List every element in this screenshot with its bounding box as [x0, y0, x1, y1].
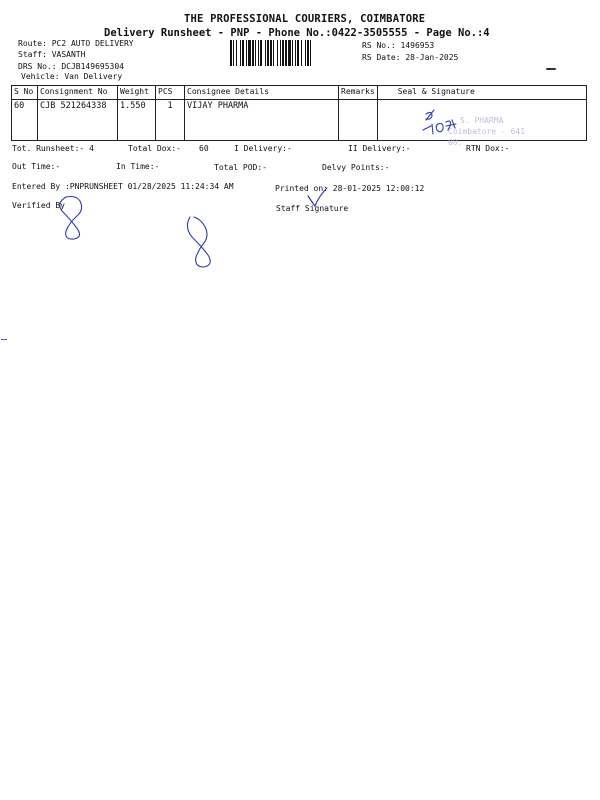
- col-header-remarks: Remarks: [339, 86, 378, 100]
- cell-consignee: VIJAY PHARMA: [185, 100, 339, 141]
- verified-by-label: Verified By: [12, 201, 65, 210]
- rs-number: RS No.: 1496953: [362, 41, 435, 50]
- entered-by: Entered By :PNPRUNSHEET 01/28/2025 11:24:34 AM: [12, 182, 234, 191]
- handwritten-receipt-mark: [420, 108, 470, 138]
- ii-delivery: II Delivery:-: [348, 144, 411, 153]
- pen-dash-mark: [546, 68, 556, 70]
- printed-on: Printed on: 28-01-2025 12:00:12: [275, 184, 425, 193]
- staff-signature-mark: [180, 213, 220, 269]
- staff-text: Staff: VASANTH: [18, 50, 86, 59]
- total-dox-label: Total Dox:-: [128, 144, 181, 153]
- col-header-sno: S No: [12, 86, 38, 100]
- stamp-line-1: S. PHARMA: [460, 116, 504, 125]
- cell-pcs: 1: [156, 100, 185, 141]
- rtn-dox: RTN Dox:-: [466, 144, 510, 153]
- tot-runsheet: Tot. Runsheet:- 4: [12, 144, 94, 153]
- rs-date: RS Date: 28-Jan-2025: [362, 53, 459, 62]
- barcode: [230, 40, 348, 66]
- stamp-line-2: Coimbatore - 641 00.: [448, 127, 526, 147]
- in-time: In Time:-: [116, 162, 160, 171]
- total-dox-value: 60: [199, 144, 209, 153]
- i-delivery: I Delivery:-: [234, 144, 292, 153]
- drs-number: DRS No.: DCJB149695304: [18, 62, 124, 71]
- staff-signature-label: Staff Signature: [276, 204, 349, 213]
- cell-remarks: [339, 100, 378, 141]
- delvy-points: Delvy Points:-: [322, 163, 390, 172]
- col-header-consignment: Consignment No: [38, 86, 118, 100]
- route-text: Route: PC2 AUTO DELIVERY: [18, 39, 134, 48]
- tick-mark: [306, 186, 330, 214]
- out-time: Out Time:-: [12, 162, 61, 171]
- pen-edge-mark: [1, 339, 7, 340]
- cell-consignment: CJB 521264338: [38, 100, 118, 141]
- col-header-pcs: PCS: [156, 86, 185, 100]
- runsheet-subtitle: Delivery Runsheet - PNP - Phone No.:0422-3505555 - Page No.:4: [104, 27, 490, 39]
- col-header-consignee: Consignee Details: [185, 86, 339, 100]
- col-header-seal: Seal & Signature: [377, 86, 586, 100]
- company-title: THE PROFESSIONAL COURIERS, COIMBATORE: [184, 13, 426, 25]
- total-pod: Total POD:-: [214, 163, 267, 172]
- table-header-row: [12, 86, 587, 100]
- col-header-weight: Weight: [118, 86, 156, 100]
- verified-by-signature: [52, 193, 92, 245]
- cell-sno: 60: [12, 100, 38, 141]
- cell-weight: 1.550: [118, 100, 156, 141]
- vehicle-text: Vehicle: Van Delivery: [21, 72, 123, 81]
